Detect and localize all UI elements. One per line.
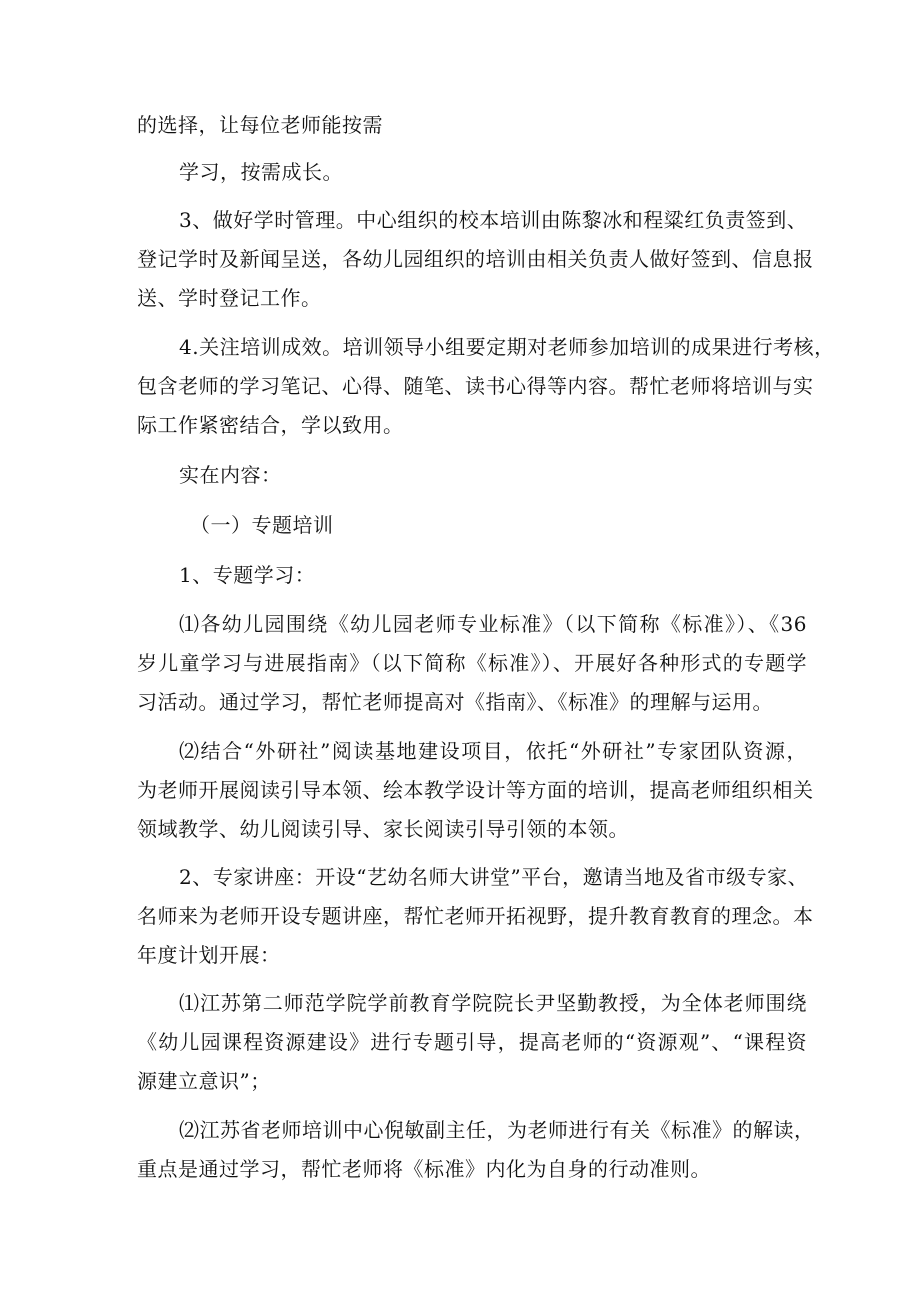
text-line: 名师来为老师开设专题讲座，帮忙老师开拓视野，提升教育教育的理念。本 [137,904,814,928]
text-line: 包含老师的学习笔记、心得、随笔、读书心得等内容。帮忙老师将培训与实 [137,374,814,398]
text-line: 1、专题学习： [179,563,316,587]
text-line: 2、专家讲座：开设“艺幼名师大讲堂”平台，邀请当地及省市级专家、 [179,865,809,889]
text-line: 学习，按需成长。 [179,160,343,184]
text-line: 登记学时及新闻呈送，各幼儿园组织的培训由相关负责人做好签到、信息报 [137,247,814,271]
text-line: 3、做好学时管理。中心组织的校本培训由陈黎冰和程粱红负责签到、 [179,208,808,232]
text-line: 实在内容： [179,463,282,487]
text-line: 习活动。通过学习，帮忙老师提高对《指南》、《标准》的理解与运用。 [137,690,773,714]
section-heading: （一）专题培训 [190,513,334,537]
text-line: ⑵结合“外研社”阅读基地建设项目，依托“外研社”专家团队资源， [179,739,807,763]
text-line: 的选择，让每位老师能按需 [137,113,383,137]
text-line: 《幼儿园课程资源建设》进行专题引导，提高老师的“资源观”、“课程资 [137,1030,807,1054]
text-line: 岁儿童学习与进展指南》（以下简称《标准》）、开展好各种形式的专题学 [137,651,807,675]
text-line: 送、学时登记工作。 [137,286,322,310]
text-line: 际工作紧密结合，学以致用。 [137,413,404,437]
text-line: ⑵江苏省老师培训中心倪敏副主任，为老师进行有关《标准》的解读， [179,1118,815,1142]
text-line: ⑴各幼儿园围绕《幼儿园老师专业标准》（以下简称《标准》）、《36 [179,612,807,636]
text-line: 为老师开展阅读引导本领、绘本教学设计等方面的培训，提高老师组织相关 [137,778,814,802]
text-line: 4.关注培训成效。培训领导小组要定期对老师参加培训的成果进行考核， [179,335,835,359]
text-line: 源建立意识”； [137,1069,271,1093]
text-line: 年度计划开展： [137,943,281,967]
text-line: 领域教学、幼儿阅读引导、家长阅读引导引领的本领。 [137,817,629,841]
text-line: 重点是通过学习，帮忙老师将《标准》内化为自身的行动准则。 [137,1157,711,1181]
text-line: ⑴江苏第二师范学院学前教育学院院长尹坚勤教授，为全体老师围绕 [179,991,807,1015]
